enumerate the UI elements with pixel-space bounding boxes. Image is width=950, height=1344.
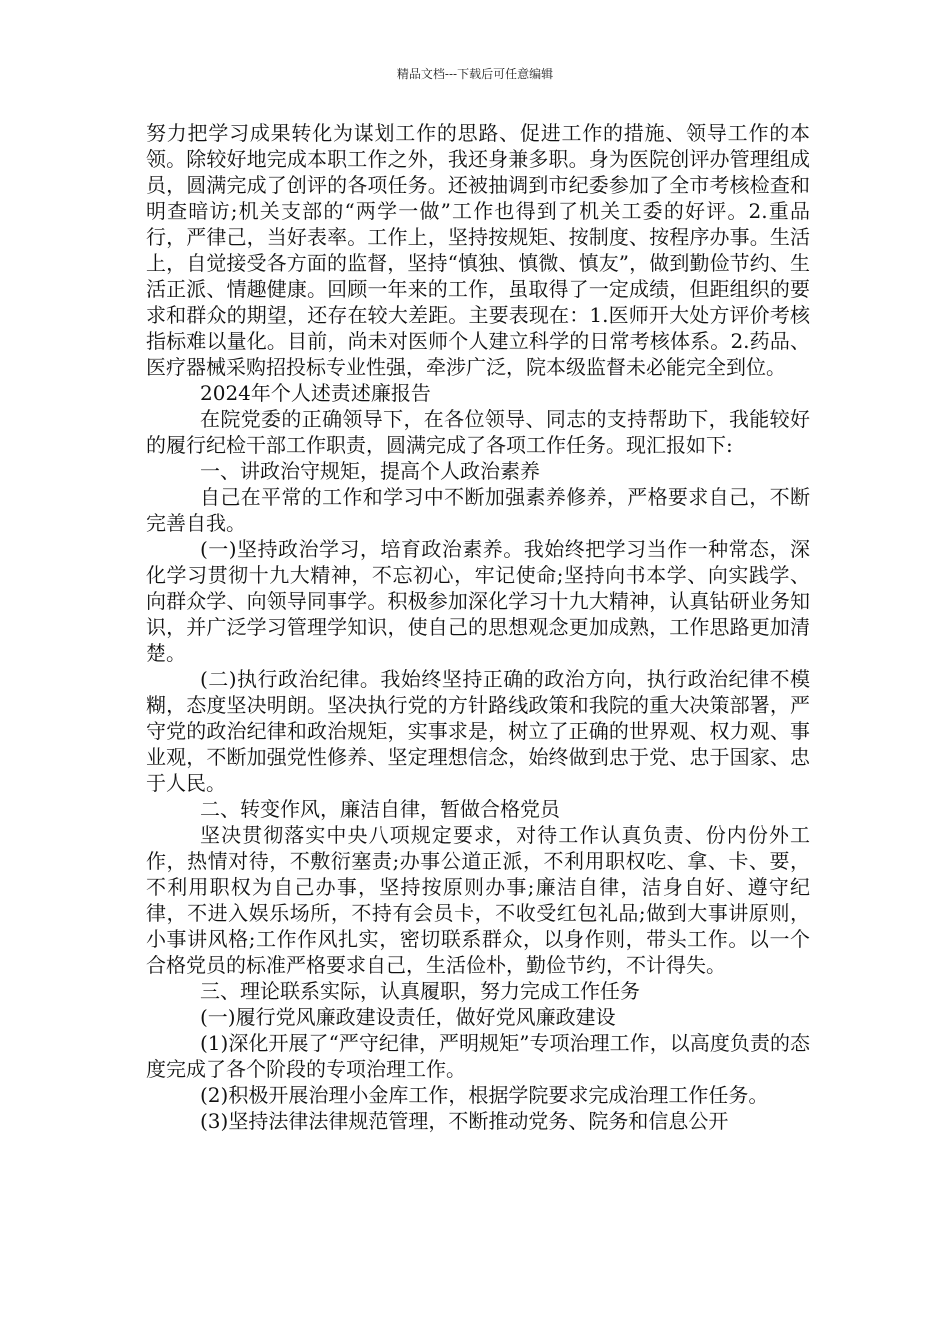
paragraph: (二)执行政治纪律。我始终坚持正确的政治方向，执行政治纪律不模糊，态度坚决明朗。坚决执行党的方针路线政策和我院的重大决策部署，严守党的政治纪律和政治规矩，实事求是，树立了正确的世界观、权力观、事业观，不断加强党性修养、坚定理想信念，始终做到忠于党、忠于国家、忠于人民。: [146, 667, 810, 795]
paragraph: 在院党委的正确领导下，在各位领导、同志的支持帮助下，我能较好的履行纪检干部工作职责，圆满完成了各项工作任务。现汇报如下:: [146, 407, 810, 457]
paragraph: 努力把学习成果转化为谋划工作的思路、促进工作的措施、领导工作的本领。除较好地完成本职工作之外，我还身兼多职。身为医院创评办管理组成员，圆满完成了创评的各项任务。还被抽调到市纪委参加了全市考核检查和明查暗访;机关支部的“两学一做”工作也得到了机关工委的好评。2.重品行，严律己，当好表率。工作上，坚持按规矩、按制度、按程序办事。生活上，自觉接受各方面的监督，坚持“慎独、慎微、慎友”，做到勤俭节约、生活正派、情趣健康。回顾一年来的工作，虽取得了一定成绩，但距组织的要求和群众的期望，还存在较大差距。主要表现在：1.医师开大处方评价考核指标难以量化。目前，尚未对医师个人建立科学的日常考核体系。2.药品、医疗器械采购招投标专业性强，牵涉广泛，院本级监督未必能完全到位。: [146, 121, 810, 379]
list-item: (1)深化开展了“严守纪律，严明规矩”专项治理工作，以高度负责的态度完成了各个阶段的专项治理工作。: [146, 1031, 810, 1081]
list-item: (3)坚持法律法律规范管理，不断推动党务、院务和信息公开: [200, 1109, 729, 1133]
report-title: 2024年个人述责述廉报告: [200, 381, 431, 405]
paragraph: 自己在平常的工作和学习中不断加强素养修养，严格要求自己，不断完善自我。: [146, 485, 810, 535]
section-heading: 三、理论联系实际，认真履职，努力完成工作任务: [200, 979, 640, 1003]
paragraph: 坚决贯彻落实中央八项规定要求，对待工作认真负责、份内份外工作，热情对待，不敷衍塞责;办事公道正派，不利用职权吃、拿、卡、要，不利用职权为自己办事，坚持按原则办事;廉洁自律，洁身自好、遵守纪律，不进入娱乐场所，不持有会员卡，不收受红包礼品;做到大事讲原则，小事讲风格;工作作风扎实，密切联系群众，以身作则，带头工作。以一个合格党员的标准严格要求自己，生活俭朴，勤俭节约，不计得失。: [146, 823, 810, 977]
subsection-heading: (一)履行党风廉政建设责任，做好党风廉政建设: [200, 1005, 616, 1029]
list-item: (2)积极开展治理小金库工作，根据学院要求完成治理工作任务。: [200, 1083, 769, 1107]
section-heading: 二、转变作风，廉洁自律，暂做合格党员: [200, 797, 560, 821]
document-body: [146, 120, 810, 1134]
page-header: 精品文档---下载后可任意编辑: [396, 67, 554, 81]
section-heading: 一、讲政治守规矩，提高个人政治素养: [200, 459, 540, 483]
paragraph: (一)坚持政治学习，培育政治素养。我始终把学习当作一种常态，深化学习贯彻十九大精神，不忘初心，牢记使命;坚持向书本学、向实践学、向群众学、向领导同事学。积极参加深化学习十九大精神，认真钻研业务知识，并广泛学习管理学知识，使自己的思想观念更加成熟，工作思路更加清楚。: [146, 537, 810, 665]
